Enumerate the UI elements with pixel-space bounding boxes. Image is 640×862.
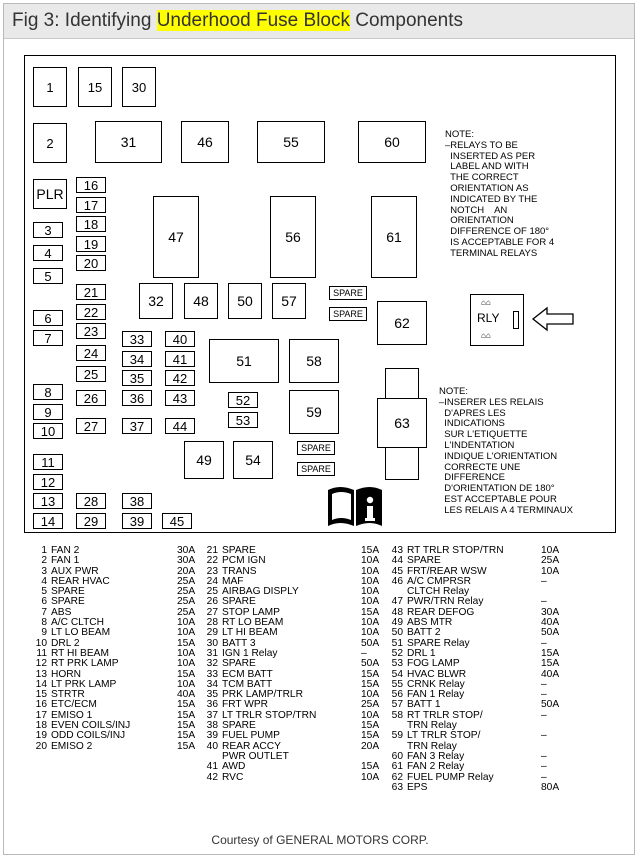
legend-label: LT PRK LAMP bbox=[51, 678, 117, 690]
legend-rating: 15A bbox=[177, 740, 196, 752]
legend-rating: 15A bbox=[361, 545, 380, 556]
legend-label: TRANS bbox=[222, 565, 257, 577]
legend-label: FOG LAMP bbox=[407, 658, 460, 670]
legend-number: 36 bbox=[206, 699, 218, 711]
legend-column-3 bbox=[385, 545, 560, 793]
legend-number: 18 bbox=[35, 720, 47, 732]
legend-label: FRT/REAR WSW bbox=[407, 565, 487, 577]
fuse-11: 11 bbox=[33, 454, 63, 470]
fuse-5: 5 bbox=[33, 268, 63, 284]
legend-number: 45 bbox=[391, 565, 403, 577]
legend-label: LT TRLR STOP/TRN bbox=[222, 709, 317, 721]
fuse-6: 6 bbox=[33, 310, 63, 326]
relay-51: 51 bbox=[209, 339, 279, 383]
legend-rating: 10A bbox=[177, 658, 196, 670]
legend-rating: 10A bbox=[177, 617, 196, 629]
legend-rating: 40A bbox=[541, 668, 560, 680]
legend-label: SPARE bbox=[222, 720, 256, 732]
legend-label: SPARE bbox=[222, 658, 256, 670]
legend-label: SPARE bbox=[222, 545, 256, 556]
figure-title: Fig 3: Identifying Underhood Fuse Block Components bbox=[12, 10, 463, 31]
title-highlight: Underhood Fuse Block bbox=[156, 10, 350, 31]
fuse-44: 44 bbox=[165, 418, 195, 434]
fuse-37: 37 bbox=[122, 418, 152, 434]
legend-rating: 20A bbox=[177, 565, 196, 577]
fuse-24: 24 bbox=[76, 345, 106, 361]
fuse-19: 19 bbox=[76, 236, 106, 252]
legend-label: FAN 2 bbox=[51, 545, 80, 556]
fuse-27: 27 bbox=[76, 418, 106, 434]
legend-row bbox=[200, 761, 380, 773]
legend-rating: 25A bbox=[177, 586, 196, 598]
legend-rating: 10A bbox=[361, 575, 380, 587]
legend-label: STRTR bbox=[51, 689, 85, 701]
fuse-52: 52 bbox=[228, 392, 258, 408]
fuse-48: 48 bbox=[184, 283, 218, 319]
legend-label: FAN 3 Relay bbox=[407, 750, 465, 762]
legend-number: 40 bbox=[206, 740, 218, 752]
legend-label: CRNK Relay bbox=[407, 678, 465, 690]
legend-rating: 30A bbox=[177, 555, 196, 567]
fuse-31: 31 bbox=[95, 121, 162, 163]
legend-number: 58 bbox=[391, 709, 403, 721]
fuse-45: 45 bbox=[162, 513, 192, 529]
legend-number: 53 bbox=[391, 658, 403, 670]
legend-rating: 15A bbox=[177, 637, 196, 649]
relay-56: 56 bbox=[270, 196, 316, 278]
fuse-53: 53 bbox=[228, 412, 258, 428]
relay-63: 63 bbox=[377, 398, 427, 448]
fuse-10: 10 bbox=[33, 423, 63, 439]
legend-label: DRL 1 bbox=[407, 647, 436, 659]
legend-number: 10 bbox=[35, 637, 47, 649]
legend-number: 33 bbox=[206, 668, 218, 680]
legend-rating: 25A bbox=[177, 575, 196, 587]
legend-label: SPARE bbox=[407, 555, 441, 567]
legend-rating: – bbox=[541, 575, 547, 587]
relay-47: 47 bbox=[153, 196, 199, 278]
legend-label: HORN bbox=[51, 668, 81, 680]
fuse-2: 2 bbox=[33, 123, 67, 163]
legend-label: BATT 3 bbox=[222, 637, 256, 649]
fuse-55: 55 bbox=[257, 121, 325, 163]
relay-orientation-figure bbox=[470, 294, 524, 346]
legend-rating: 10A bbox=[361, 771, 380, 783]
legend-number: 25 bbox=[206, 586, 218, 598]
legend-number: 8 bbox=[41, 617, 47, 629]
legend-number: 3 bbox=[41, 565, 47, 577]
legend-number: 35 bbox=[206, 689, 218, 701]
legend-number: 47 bbox=[391, 596, 403, 608]
legend-rating: 10A bbox=[177, 678, 196, 690]
legend-number: 49 bbox=[391, 617, 403, 629]
legend-number: 55 bbox=[391, 678, 403, 690]
legend-rating: 25A bbox=[541, 555, 560, 567]
note-french: NOTE: –INSERER LES RELAIS D'APRES LES INDICATIONS SUR L'ETIQUETTE L'INDENTATION INDIQUE L'ORIENTATION CORRECTE UNE DIFFERENCE D'ORIENTATION DE 180° EST ACCEPTABLE POUR LES RELAIS A 4 TERMINAUX bbox=[439, 386, 573, 516]
legend-number: 32 bbox=[206, 658, 218, 670]
legend-label: A/C CLTCH bbox=[51, 617, 105, 629]
legend-rating: 15A bbox=[541, 647, 560, 659]
fuse-4: 4 bbox=[33, 245, 63, 261]
legend-number: 21 bbox=[206, 545, 218, 556]
legend-number: 30 bbox=[206, 637, 218, 649]
legend-number: 9 bbox=[41, 627, 47, 639]
legend-number: 43 bbox=[391, 545, 403, 556]
legend-label: A/C CMPRSR bbox=[407, 575, 471, 587]
fuse-3: 3 bbox=[33, 222, 63, 238]
legend-rating: 10A bbox=[541, 545, 560, 556]
fuse-35: 35 bbox=[122, 370, 152, 386]
fuse-14: 14 bbox=[33, 513, 63, 529]
legend-rating: 15A bbox=[361, 668, 380, 680]
legend-number: 51 bbox=[391, 637, 403, 649]
legend-rating: – bbox=[541, 730, 547, 742]
legend-column-2 bbox=[200, 545, 380, 783]
legend-number: 54 bbox=[391, 668, 403, 680]
legend-label: ABS MTR bbox=[407, 617, 453, 629]
legend-number: 24 bbox=[206, 575, 218, 587]
legend-number: 48 bbox=[391, 606, 403, 618]
legend-rating: 40A bbox=[541, 617, 560, 629]
fuse-46: 46 bbox=[181, 121, 229, 163]
legend-rating: – bbox=[541, 771, 547, 783]
legend-label: FUEL PUMP bbox=[222, 730, 280, 742]
legend-label: PCM IGN bbox=[222, 555, 266, 567]
legend-number: 11 bbox=[36, 647, 47, 659]
fuse-42: 42 bbox=[165, 370, 195, 386]
fuse-17: 17 bbox=[76, 197, 106, 213]
fuse-block-diagram bbox=[24, 55, 616, 533]
legend-rating: 50A bbox=[541, 627, 560, 639]
legend-rating: 10A bbox=[361, 689, 380, 701]
legend-label: DRL 2 bbox=[51, 637, 80, 649]
legend-label: AWD bbox=[222, 761, 246, 773]
legend-number: 4 bbox=[41, 575, 47, 587]
fuse-18: 18 bbox=[76, 216, 106, 232]
legend-label: SPARE Relay bbox=[407, 637, 470, 649]
relay-label: RLY bbox=[477, 311, 500, 325]
figure-frame bbox=[3, 3, 635, 855]
legend-label: ETC/ECM bbox=[51, 699, 97, 711]
legend-label: RT HI BEAM bbox=[51, 647, 109, 659]
legend-label: TRN Relay bbox=[407, 720, 457, 732]
legend-number: 16 bbox=[35, 699, 47, 711]
legend-number: 62 bbox=[391, 771, 403, 783]
fuse-21: 21 bbox=[76, 284, 106, 300]
legend-rating: 10A bbox=[541, 565, 560, 577]
fuse-50: 50 bbox=[228, 283, 262, 319]
legend-rating: 25A bbox=[177, 596, 196, 608]
legend-label: RT TRLR STOP/ bbox=[407, 709, 483, 721]
title-bar bbox=[4, 4, 634, 39]
legend-rating: 10A bbox=[361, 709, 380, 721]
legend-number: 23 bbox=[206, 565, 218, 577]
legend-label: REAR ACCY bbox=[222, 740, 281, 752]
spare-fuse-2: SPARE bbox=[329, 307, 367, 321]
legend-number: 14 bbox=[35, 678, 47, 690]
legend-label: FAN 2 Relay bbox=[407, 761, 465, 773]
legend-label: FUEL PUMP Relay bbox=[407, 771, 494, 783]
note-english: NOTE: –RELAYS TO BE INSERTED AS PER LABEL AND WITH THE CORRECT ORIENTATION AS INDICATED BY THE NOTCH AN ORIENTATION DIFFERENCE OF 180° IS ACCEPTABLE FOR 4 TERMINAL RELAYS bbox=[445, 129, 555, 259]
legend-label: AUX PWR bbox=[51, 565, 99, 577]
legend-rating: 15A bbox=[177, 730, 196, 742]
fuse-62: 62 bbox=[377, 301, 427, 345]
legend-number: 7 bbox=[41, 606, 47, 618]
legend-rating: 10A bbox=[361, 596, 380, 608]
legend-rating: – bbox=[541, 596, 547, 608]
legend-rating: 20A bbox=[361, 740, 380, 752]
legend-label: ODD COILS/INJ bbox=[51, 730, 126, 742]
legend-rating: – bbox=[541, 761, 547, 773]
legend-number: 38 bbox=[206, 720, 218, 732]
legend-rating: 10A bbox=[361, 627, 380, 639]
legend-label: PWR OUTLET bbox=[222, 750, 289, 762]
legend-label: CLTCH Relay bbox=[407, 586, 470, 598]
relay-pin-marks-top: ⌂⌂ bbox=[481, 298, 491, 307]
fuse-43: 43 bbox=[165, 390, 195, 406]
relay-notch bbox=[513, 311, 519, 329]
fuse-38: 38 bbox=[122, 493, 152, 509]
legend-label: FAN 1 Relay bbox=[407, 689, 465, 701]
fuse-41: 41 bbox=[165, 351, 195, 367]
fuse-28: 28 bbox=[76, 493, 106, 509]
legend-rating: 15A bbox=[361, 720, 380, 732]
legend-rating: 50A bbox=[361, 658, 380, 670]
legend-number: 6 bbox=[41, 596, 47, 608]
legend-label: FAN 1 bbox=[51, 555, 80, 567]
fuse-57: 57 bbox=[272, 283, 306, 319]
legend-rating: – bbox=[541, 678, 547, 690]
legend-label: SPARE bbox=[51, 586, 85, 598]
fuse-12: 12 bbox=[33, 474, 63, 490]
legend-rating: – bbox=[541, 637, 547, 649]
legend-number: 50 bbox=[391, 627, 403, 639]
legend-label: FRT WPR bbox=[222, 699, 269, 711]
fuse-15: 15 bbox=[78, 67, 112, 107]
legend-rating: 10A bbox=[177, 627, 196, 639]
legend-number: 59 bbox=[391, 730, 403, 742]
legend-label: RT LO BEAM bbox=[222, 617, 284, 629]
legend-number: 61 bbox=[391, 761, 403, 773]
legend-number: 13 bbox=[35, 668, 47, 680]
legend-number: 57 bbox=[391, 699, 403, 711]
fuse-23: 23 bbox=[76, 323, 106, 339]
relay-pin-marks-bottom: ⌂⌂ bbox=[481, 331, 491, 340]
legend-number: 20 bbox=[35, 740, 47, 752]
fuse-32: 32 bbox=[139, 283, 173, 319]
legend-label: PWR/TRN Relay bbox=[407, 596, 484, 608]
legend-number: 31 bbox=[206, 647, 218, 659]
legend-label: PRK LAMP/TRLR bbox=[222, 689, 303, 701]
legend-label: SPARE bbox=[222, 596, 256, 608]
fuse-39: 39 bbox=[122, 513, 152, 529]
relay-59: 59 bbox=[289, 390, 339, 434]
legend-rating: 15A bbox=[361, 678, 380, 690]
fuse-26: 26 bbox=[76, 390, 106, 406]
spare-fuse-3: SPARE bbox=[297, 441, 335, 455]
legend-label: STOP LAMP bbox=[222, 606, 280, 618]
legend-label: RT TRLR STOP/TRN bbox=[407, 545, 504, 556]
legend-label: EVEN COILS/INJ bbox=[51, 720, 131, 732]
legend-row bbox=[29, 740, 196, 752]
legend-number: 19 bbox=[35, 730, 47, 742]
legend-rating: 10A bbox=[361, 555, 380, 567]
owner-manual-info-icon bbox=[324, 482, 386, 530]
legend-number: 42 bbox=[206, 771, 218, 783]
legend-row bbox=[200, 771, 380, 783]
legend-label: RVC bbox=[222, 771, 244, 783]
legend-number: 2 bbox=[41, 555, 47, 567]
legend-label: RT PRK LAMP bbox=[51, 658, 119, 670]
legend-number: 29 bbox=[206, 627, 218, 639]
legend-rating: – bbox=[541, 689, 547, 701]
legend-label: ECM BATT bbox=[222, 668, 273, 680]
fuse-30: 30 bbox=[122, 67, 156, 107]
legend-number: 37 bbox=[206, 709, 218, 721]
fuse-25: 25 bbox=[76, 366, 106, 382]
legend-rating: – bbox=[541, 750, 547, 762]
legend-rating: 80A bbox=[541, 781, 560, 793]
legend-rating: 15A bbox=[361, 761, 380, 773]
fuse-33: 33 bbox=[122, 331, 152, 347]
legend-label: LT HI BEAM bbox=[222, 627, 278, 639]
legend-label: BATT 1 bbox=[407, 699, 441, 711]
fuse-22: 22 bbox=[76, 304, 106, 320]
legend-column-1 bbox=[29, 545, 196, 752]
legend-rating: 50A bbox=[541, 699, 560, 711]
legend-number: 22 bbox=[206, 555, 218, 567]
legend-rating: 25A bbox=[361, 699, 380, 711]
relay-61: 61 bbox=[371, 196, 417, 278]
legend-rating: – bbox=[541, 709, 547, 721]
fuse-60: 60 bbox=[358, 121, 426, 163]
left-arrow-icon bbox=[531, 306, 577, 332]
legend-number: 1 bbox=[41, 545, 47, 556]
legend-label: IGN 1 Relay bbox=[222, 647, 278, 659]
relay-58: 58 bbox=[289, 339, 339, 383]
fuse-49: 49 bbox=[184, 441, 224, 479]
legend-label: SPARE bbox=[51, 596, 85, 608]
legend-number: 52 bbox=[391, 647, 403, 659]
legend-number: 17 bbox=[35, 709, 47, 721]
fuse-34: 34 bbox=[122, 351, 152, 367]
legend-rating: 40A bbox=[177, 689, 196, 701]
legend-number: 5 bbox=[41, 586, 47, 598]
legend-label: TRN Relay bbox=[407, 740, 457, 752]
fuse-7: 7 bbox=[33, 330, 63, 346]
legend-rating: 15A bbox=[541, 658, 560, 670]
legend-number: 56 bbox=[391, 689, 403, 701]
legend-label: REAR HVAC bbox=[51, 575, 110, 587]
legend-number: 46 bbox=[391, 575, 403, 587]
legend-label: LT TRLR STOP/ bbox=[407, 730, 481, 742]
legend-rating: 50A bbox=[361, 637, 380, 649]
legend-row bbox=[385, 781, 560, 793]
legend-label: EPS bbox=[407, 781, 428, 793]
legend-label: BATT 2 bbox=[407, 627, 441, 639]
legend-number: 39 bbox=[206, 730, 218, 742]
legend-label: ABS bbox=[51, 606, 72, 618]
legend-rating: – bbox=[361, 647, 367, 659]
fuse-36: 36 bbox=[122, 390, 152, 406]
legend-number: 44 bbox=[391, 555, 403, 567]
spare-fuse-1: SPARE bbox=[329, 286, 367, 300]
legend-label: HVAC BLWR bbox=[407, 668, 467, 680]
fuse-13: 13 bbox=[33, 493, 63, 509]
fuse-8: 8 bbox=[33, 384, 63, 400]
fuse-40: 40 bbox=[165, 331, 195, 347]
legend-number: 12 bbox=[35, 658, 47, 670]
legend-label: TCM BATT bbox=[222, 678, 273, 690]
fuse-54: 54 bbox=[233, 441, 273, 479]
legend-rating: 30A bbox=[177, 545, 196, 556]
legend-rating: 15A bbox=[177, 668, 196, 680]
legend-rating: 10A bbox=[177, 647, 196, 659]
legend-rating: 15A bbox=[177, 699, 196, 711]
legend-number: 41 bbox=[206, 761, 218, 773]
fuse-9: 9 bbox=[33, 404, 63, 420]
fuse-20: 20 bbox=[76, 255, 106, 271]
legend-number: 27 bbox=[206, 606, 218, 618]
legend-number: 28 bbox=[206, 617, 218, 629]
legend-rating: 30A bbox=[541, 606, 560, 618]
legend-label: LT LO BEAM bbox=[51, 627, 111, 639]
legend-label: REAR DEFOG bbox=[407, 606, 475, 618]
legend-label: AIRBAG DISPLY bbox=[222, 586, 299, 598]
legend-number: 15 bbox=[35, 689, 47, 701]
fuse-16: 16 bbox=[76, 177, 106, 193]
legend-rating: 15A bbox=[177, 720, 196, 732]
fuse-29: 29 bbox=[76, 513, 106, 529]
legend-label: EMISO 1 bbox=[51, 709, 93, 721]
legend-rating: 15A bbox=[361, 730, 380, 742]
spare-fuse-4: SPARE bbox=[297, 462, 335, 476]
fuse-1: 1 bbox=[33, 67, 67, 107]
courtesy-credit: Courtesy of GENERAL MOTORS CORP. bbox=[211, 833, 429, 847]
legend-rating: 25A bbox=[177, 606, 196, 618]
legend-label: EMISO 2 bbox=[51, 740, 93, 752]
legend-label: MAF bbox=[222, 575, 244, 587]
legend-rating: 15A bbox=[361, 606, 380, 618]
legend-rating: 10A bbox=[361, 586, 380, 598]
legend-rating: 10A bbox=[361, 617, 380, 629]
legend-rating: 15A bbox=[177, 709, 196, 721]
legend-number: 34 bbox=[206, 678, 218, 690]
legend-number: 60 bbox=[391, 750, 403, 762]
legend-row bbox=[385, 761, 547, 773]
legend-number: 63 bbox=[391, 781, 403, 793]
legend-number: 26 bbox=[206, 596, 218, 608]
fuse-plr: PLR bbox=[33, 179, 67, 209]
legend-rating: 10A bbox=[361, 565, 380, 577]
